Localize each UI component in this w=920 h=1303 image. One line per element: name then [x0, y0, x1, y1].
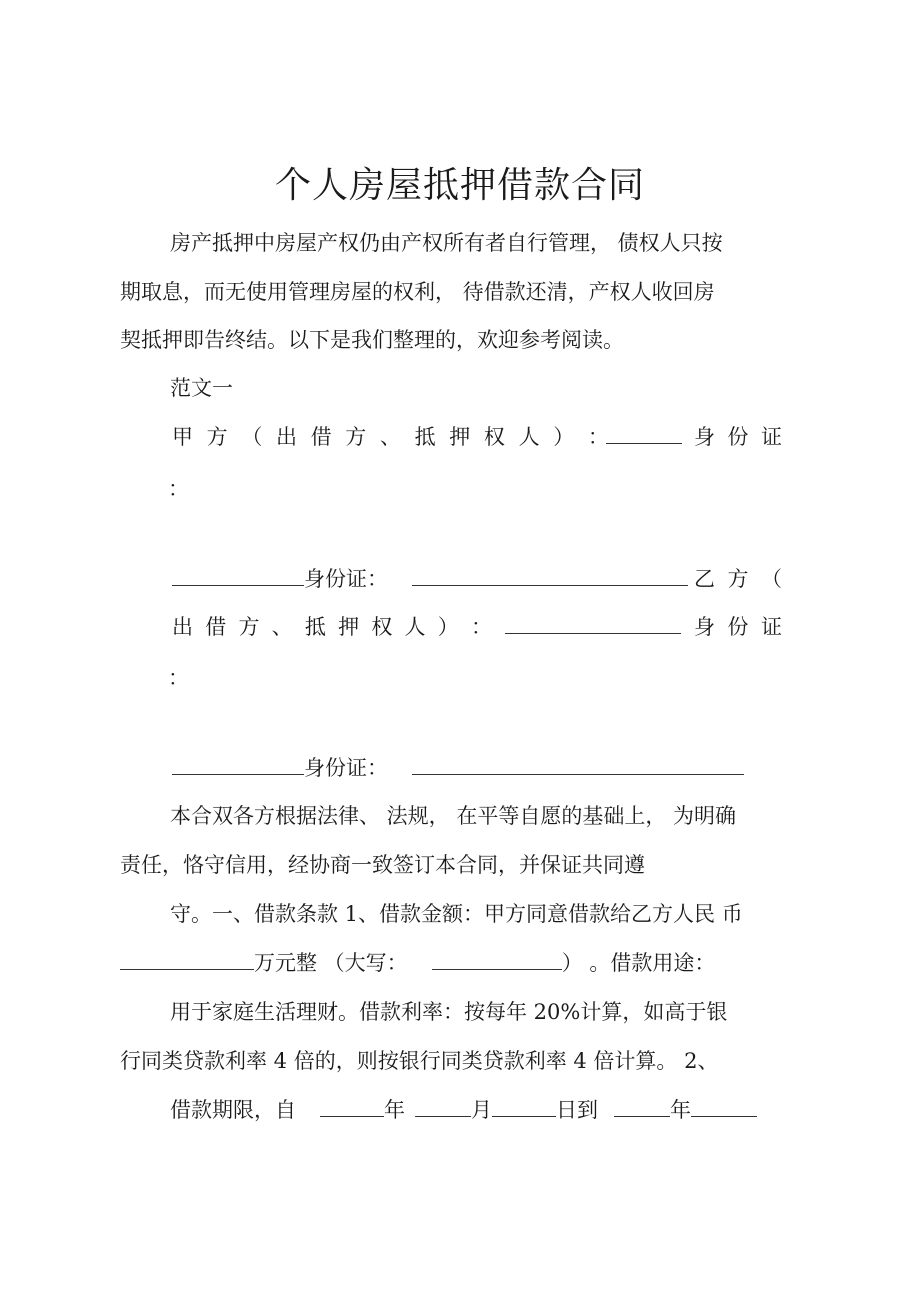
- intro-line-3: 契抵押即告终结。以下是我们整理的，欢迎参考阅读。: [120, 328, 624, 352]
- party-a-id-number-blank[interactable]: [412, 565, 688, 586]
- party-b-colon: ：: [168, 666, 189, 690]
- party-a-colon: ：: [168, 477, 189, 501]
- party-a-id-blank[interactable]: [172, 565, 304, 586]
- body-line-5: 用于家庭生活理财。借款利率：按每年 20%计算，如高于银: [170, 1000, 728, 1024]
- start-month-blank[interactable]: [415, 1096, 471, 1117]
- party-b-name-blank[interactable]: [505, 612, 681, 642]
- party-a-label: 甲 方 （ 出 借 方 、 抵 押 权 人 ） ：: [172, 425, 609, 449]
- loan-amount-blank[interactable]: [120, 949, 254, 970]
- party-a-name-blank[interactable]: [606, 422, 682, 452]
- start-year-blank[interactable]: [320, 1096, 384, 1117]
- party-a-id-label: 身 份 证: [694, 425, 782, 449]
- intro-line-2: 期取息，而无使用管理房屋的权利， 待借款还清，产权人收回房: [120, 280, 715, 304]
- party-b-label: 出 借 方 、 抵 押 权 人 ） ：: [172, 615, 492, 639]
- body-line-2: 责任，恪守信用，经协商一致签订本合同，并保证共同遵: [120, 853, 645, 877]
- loan-amount-line: 万元整 （大写： ） 。借款用途：: [120, 948, 715, 978]
- party-b-id-number-blank[interactable]: [412, 754, 744, 775]
- loan-amount-uppercase-blank[interactable]: [432, 949, 562, 970]
- end-year-blank[interactable]: [614, 1096, 670, 1117]
- party-b-id-blank[interactable]: [172, 754, 304, 775]
- party-b-id-line: 身份证：: [172, 753, 744, 783]
- intro-line-1: 房产抵押中房屋产权仍由产权所有者自行管理， 债权人只按: [170, 231, 723, 255]
- party-a-id-line: 身份证：: [172, 564, 688, 594]
- party-b-label-start: 乙 方 （: [694, 567, 782, 591]
- loan-term-line: 借款期限，自 年 月 日到 年: [170, 1095, 757, 1125]
- end-month-blank[interactable]: [691, 1096, 757, 1117]
- body-line-3: 守。一、借款条款 1、借款金额：甲方同意借款给乙方人民 币: [170, 902, 743, 926]
- party-b-id-label: 身 份 证: [694, 615, 782, 639]
- section-label: 范文一: [170, 376, 233, 400]
- body-line-1: 本合双各方根据法律、 法规， 在平等自愿的基础上， 为明确: [170, 804, 737, 828]
- document-title: 个人房屋抵押借款合同: [274, 165, 645, 206]
- body-line-6: 行同类贷款利率 4 倍的，则按银行同类贷款利率 4 倍计算。 2、: [120, 1049, 719, 1073]
- start-day-blank[interactable]: [492, 1096, 556, 1117]
